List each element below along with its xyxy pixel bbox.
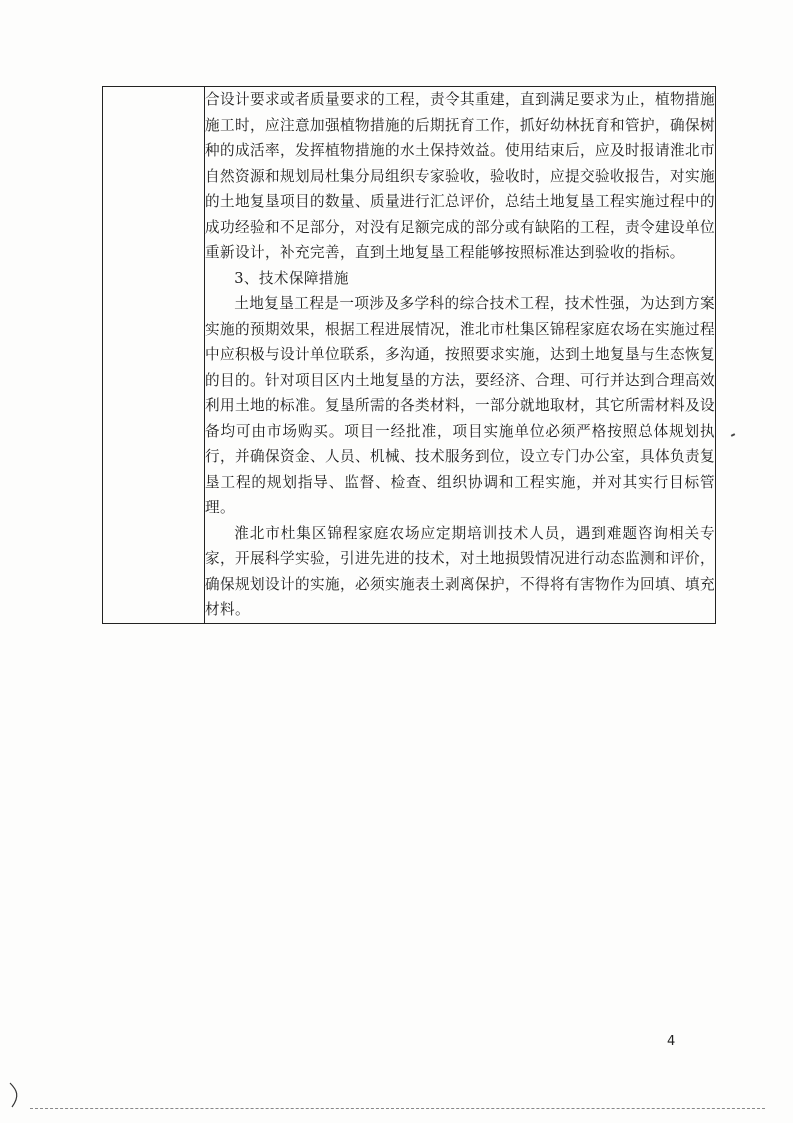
corner-bracket-mark	[8, 1082, 22, 1108]
content-table	[102, 86, 716, 624]
paragraph-training: 淮北市杜集区锦程家庭农场应定期培训技术人员，遇到难题咨询相关专家，开展科学实验，引进先进的技术，对土地损毁情况进行动态监测和评价，确保规划设计的实施，必须实施表土剥离保护，不得将有害物作为回填、填充材料。	[205, 524, 715, 618]
label-cell	[103, 87, 205, 624]
page-number: 4	[667, 1034, 676, 1049]
table-row	[103, 87, 716, 624]
content-cell	[205, 87, 716, 624]
scan-speck	[731, 433, 735, 437]
paragraph-technical-measures: 土地复垦工程是一项涉及多学科的综合技术工程，技术性强，为达到方案实施的预期效果，根据工程进展情况，淮北市杜集区锦程家庭农场在实施过程中应积极与设计单位联系，多沟通，按照要求实施，达到土地复垦与生态恢复的目的。针对项目区内土地复垦的方法，要经济、合理、可行并达到合理高效利用土地的标准。复垦所需的各类材料，一部分就地取材，其它所需材料及设备均可由市场购买。项目一经批准，项目实施单位必须严格按照总体规划执行，并确保资金、人员、机械、技术服务到位，设立专门办公室，具体负责复垦工程的规划指导、监督、检查、组织协调和工程实施，并对其实行目标管理。	[205, 295, 715, 516]
section-heading: 3、技术保障措施	[234, 269, 349, 287]
page-bottom-rule	[30, 1108, 765, 1109]
paragraph-continuation: 合设计要求或者质量要求的工程，责令其重建，直到满足要求为止，植物措施施工时，应注意加强植物措施的后期抚育工作，抓好幼林抚育和管护，确保树种的成活率，发挥植物措施的水土保持效益。使用结束后，应及时报请淮北市自然资源和规划局杜集分局组织专家验收，验收时，应提交验收报告，对实施的土地复垦项目的数量、质量进行汇总评价，总结土地复垦工程实施过程中的成功经验和不足部分，对没有足额完成的部分或有缺陷的工程，责令建设单位重新设计，补充完善，直到土地复垦工程能够按照标准达到验收的指标。	[205, 91, 715, 261]
